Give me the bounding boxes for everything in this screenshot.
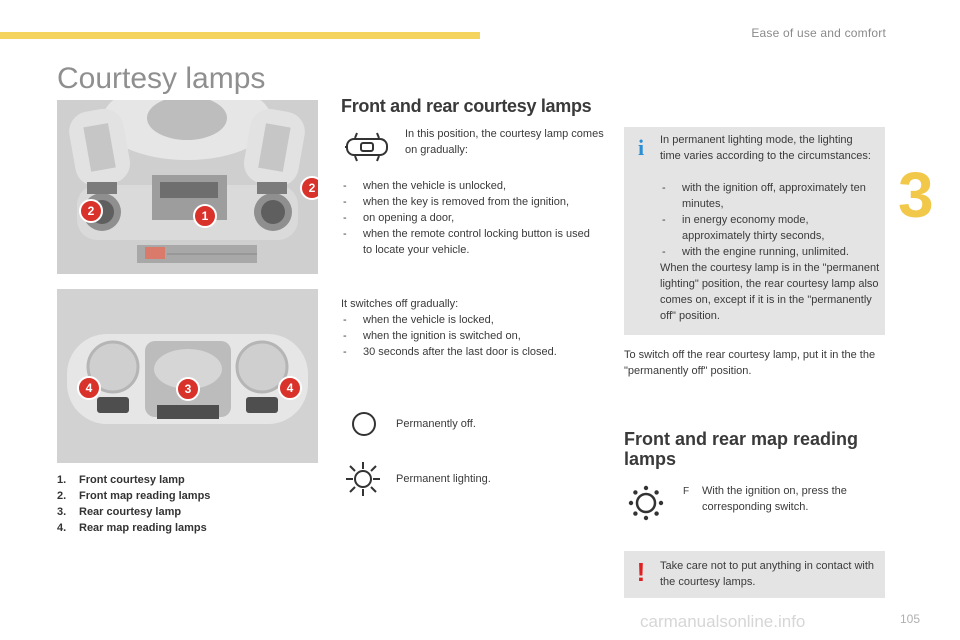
list-item: - when the remote control locking button is used to locate your vehicle. xyxy=(341,226,601,258)
callout-3: 3 xyxy=(176,377,200,401)
chapter-number: 3 xyxy=(898,159,934,231)
legend-item: 1. Front courtesy lamp xyxy=(57,474,185,486)
info-box xyxy=(624,127,885,335)
lamp-on-icon xyxy=(344,460,382,498)
door-mode-text: In this position, the courtesy lamp comes on gradually: xyxy=(405,128,604,156)
list-item: - on opening a door, xyxy=(341,210,601,226)
courtesy-on-list xyxy=(341,178,601,258)
page-title: Courtesy lamps xyxy=(57,62,266,95)
permanent-lighting-label: Permanent lighting. xyxy=(396,473,491,485)
warning-icon: ! xyxy=(636,557,646,587)
rear-console-photo xyxy=(57,289,318,463)
rear-off-text: To switch off the rear courtesy lamp, put it in the the "permanently off" position. xyxy=(624,349,876,377)
lamp-off-icon xyxy=(350,410,378,438)
section-title-courtesy-lamps: Front and rear courtesy lamps xyxy=(341,96,592,116)
list-item: - with the ignition off, approximately ten minutes, xyxy=(660,180,875,212)
bullet-marker: F xyxy=(683,486,690,497)
warning-box xyxy=(624,551,885,598)
header-accent-bar xyxy=(0,32,480,39)
list-item: - in energy economy mode, approximately thirty seconds, xyxy=(660,212,875,244)
callout-4-right: 4 xyxy=(278,376,302,400)
info-intro: In permanent lighting mode, the lighting time varies according to the circumstances: xyxy=(660,134,871,162)
photo-legend xyxy=(57,472,317,536)
callout-1: 1 xyxy=(193,204,217,228)
section-title-map-reading-lamps: Front and rear map reading lamps xyxy=(624,429,859,469)
switch-off-intro: It switches off gradually: xyxy=(341,298,459,310)
list-item: - when the ignition is switched on, xyxy=(341,328,601,344)
legend-item: 2. Front map reading lamps xyxy=(57,490,211,502)
door-open-icon xyxy=(343,129,393,165)
watermark: carmanualsonline.info xyxy=(640,612,806,631)
courtesy-off-list xyxy=(341,312,601,360)
list-item: - when the vehicle is unlocked, xyxy=(341,178,601,194)
legend-item: 3. Rear courtesy lamp xyxy=(57,506,182,518)
list-item: - when the key is removed from the ignition, xyxy=(341,194,601,210)
legend-item: 4. Rear map reading lamps xyxy=(57,522,207,534)
callout-2-right: 2 xyxy=(300,176,318,200)
info-list xyxy=(660,180,875,260)
info-icon: i xyxy=(637,135,645,160)
list-item: - 30 seconds after the last door is closed. xyxy=(341,344,601,360)
info-outro: When the courtesy lamp is in the "permanent lighting" position, the rear courtesy lamp also comes on, except if it is in the "permanently off" position. xyxy=(660,262,880,322)
front-console-photo xyxy=(57,100,318,274)
callout-4-left: 4 xyxy=(77,376,101,400)
page-number: 105 xyxy=(900,612,921,626)
callout-2-left: 2 xyxy=(79,199,103,223)
section-header: Ease of use and comfort xyxy=(751,26,886,40)
list-item: - with the engine running, unlimited. xyxy=(660,244,875,260)
list-item: - when the vehicle is locked, xyxy=(341,312,601,328)
map-lamp-text: With the ignition on, press the corresponding switch. xyxy=(702,485,847,513)
warning-text: Take care not to put anything in contact with the courtesy lamps. xyxy=(660,560,875,588)
permanently-off-label: Permanently off. xyxy=(396,418,476,430)
reading-lamp-icon xyxy=(627,484,665,522)
